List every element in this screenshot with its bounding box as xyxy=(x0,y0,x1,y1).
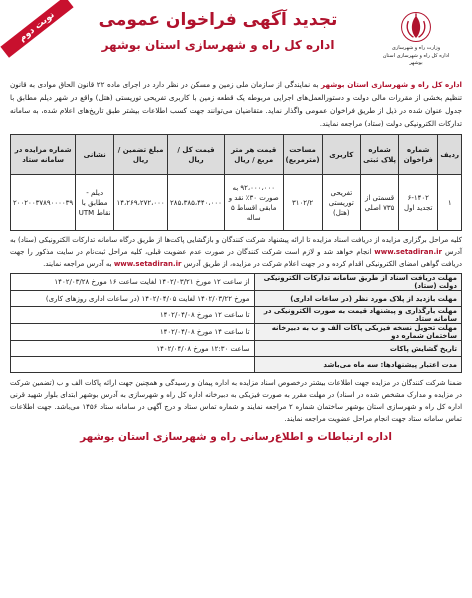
schedule-label: مهلت تحویل نسخه فیزیکی پاکات الف و ب به دبیرخانه ساختمان شماره دو xyxy=(254,324,461,341)
footer-paragraph: ضمنا شرکت کنندگان در مزایده جهت اطلاعات بیشتر درخصوص اسناد مزایده به اداره پیمان و رسیدگی و همچنین جهت ارائه پاکات الف و ب (تضمین شرکت در مزایده و مدارک مشخص شده در اسناد) در مهلت مقرر به صورت فیزیکی به دبیرخانه اداره کل راه و شهرسازی به آدرس بوشهر ابتدای بلوار شهید قرنی اداره کل راه و شهرسازی استان بوشهر ساختمان شماره ۲ مراجعه نمایند و شماره تماس ستاد و درج آگهی در سامانه ستاد ۱۴۵۶ می‌باشد. جهت اطلاعات تماس سامانه ستاد جهت انجام مراحل عضویت مراجعه نمایند. xyxy=(10,379,463,423)
col-plot-number: شماره پلاک ثبتی xyxy=(361,135,399,175)
auction-table xyxy=(10,134,462,231)
col-setad-number: شماره مزایده در سامانه ستاد xyxy=(11,135,76,175)
schedule-table xyxy=(10,273,462,373)
col-area: مساحت (مترمربع) xyxy=(283,135,322,175)
table-header-row xyxy=(11,135,462,175)
emblem-icon xyxy=(399,10,433,44)
table-row xyxy=(11,175,462,231)
cell-total-price: ۲۸۵،۳۸۵،۴۴۰،۰۰۰ xyxy=(168,175,225,231)
intro-text: به نمایندگی از سازمان ملی زمین و مسکن در نظر دارد در اجرای ماده ۲۲ قانون الحاق موادی به قانون تنظیم بخشی از مقررات مالی دولت و دستورالعمل‌های اجرایی مربوطه یک قطعه زمین با کاربری تفریحی توریستی (هتل) واقع در شهر دیلم مطابق با جدول عنوان شده در ذیل از طریق فراخوان عمومی واگذار نماید. متقاضیان می‌توانند جهت کسب اطلاعات بیشتر طبق تاریخ‌های اعلام شده، به سامانه تدارکات الکترونیکی دولت (ستاد) مراجعه نمایند. xyxy=(10,80,462,128)
cell-usage: تفریحی توریستی (هتل) xyxy=(322,175,361,231)
emblem-caption-1: وزارت راه و شهرسازی xyxy=(391,45,441,51)
schedule-row xyxy=(11,274,462,291)
schedule-value: تا ساعت ۱۴ مورخ ۱۴۰۲/۰۴/۰۸ xyxy=(11,324,255,341)
cell-row-number: ۱ xyxy=(438,175,462,231)
notes-text-3: به آدرس مراجعه نمایند. xyxy=(43,260,114,268)
schedule-value xyxy=(11,357,255,373)
schedule-row xyxy=(11,341,462,357)
intro-paragraph xyxy=(10,78,462,130)
schedule-row xyxy=(11,324,462,341)
schedule-label: مهلت دریافت اسناد از طریق سامانه تدارکات الکترونیکی دولت (ستاد) xyxy=(254,274,461,291)
schedule-value: تا ساعت ۱۲ مورخ ۱۴۰۲/۰۴/۰۸ xyxy=(11,307,255,324)
cell-area: ۳۱۰۲/۲ xyxy=(283,175,322,231)
cell-price-per-meter: ۹۲،۰۰۰،۰۰۰ به صورت ۳۰٪ نقد و مابقی اقساط ۵ ساله xyxy=(224,175,283,231)
header xyxy=(10,6,462,76)
emblem xyxy=(376,10,456,67)
schedule-label: مهلت بارگذاری و پیشنهاد قیمت به صورت الکترونیکی در سامانه ستاد xyxy=(254,307,461,324)
cell-plot-number: قسمتی از ۷۳۵ اصلی xyxy=(361,175,399,231)
col-usage: کاربری xyxy=(322,135,361,175)
schedule-row xyxy=(11,307,462,324)
cell-address: دیلم - مطابق با نقاط UTM xyxy=(76,175,114,231)
col-total-price: قیمت کل / ریال xyxy=(168,135,225,175)
col-guarantee: مبلغ تضمین / ریال xyxy=(114,135,168,175)
schedule-row xyxy=(11,291,462,307)
page-subtitle: اداره کل راه و شهرسازی استان بوشهر xyxy=(101,38,335,52)
schedule-value: ساعت ۱۲:۳۰ مورخ ۱۴۰۲/۰۴/۰۸ xyxy=(11,341,255,357)
cell-guarantee: ۱۴،۲۶۹،۲۷۲،۰۰۰ xyxy=(114,175,168,231)
ribbon-badge: نوبت دوم xyxy=(0,0,73,58)
cell-setad-number: ۲۰۰۲۰۰۳۷۸۹۰۰۰۰۳۹ xyxy=(11,175,76,231)
intro-highlight: اداره کل راه و شهرسازی استان بوشهر xyxy=(321,80,463,89)
notes-text-2: انجام خواهد شد و لازم است شرکت کنندگان در صورت عدم عضویت قبلی، کلیه مراحل ثبت‌نام در سایت مذکور را جهت دریافت گواهی امضای الکترونیکی اقدام کرده و در جهت اعلام شرکت در مزایده، از طریق آدرس xyxy=(10,248,462,268)
schedule-label: تاریخ گشایش پاکات xyxy=(254,341,461,357)
cell-call-number: ۶-۱۴۰۲ تجدید اول xyxy=(399,175,438,231)
schedule-label: مهلت بازدید از پلاک مورد نظر (در ساعات اداری) xyxy=(254,291,461,307)
notes-paragraph xyxy=(10,234,462,270)
signature-line: اداره ارتباطات و اطلاع‌رسانی راه و شهرسازی استان بوشهر xyxy=(80,431,392,443)
notes-text-1: کلیه مراحل برگزاری مزایده از دریافت اسناد مزایده تا ارائه پیشنهاد شرکت کنندگان و بازگشایی پاکت‌ها از طریق درگاه سامانه تدارکات الکترونیکی (ستاد) به آدرس xyxy=(10,236,462,256)
schedule-label: مدت اعتبار پیشنهادها: سه ماه می‌باشد xyxy=(254,357,461,373)
col-address: نشانی xyxy=(76,135,114,175)
page-title: تجدید آگهی فراخوان عمومی xyxy=(98,10,338,30)
col-price-per-meter: قیمت هر متر مربع / ریال xyxy=(224,135,283,175)
schedule-row xyxy=(11,357,462,373)
schedule-value: از ساعت ۱۲ مورخ ۱۴۰۲/۰۳/۲۱ لغایت ساعت ۱۶ مورخ ۱۴۰۲/۰۳/۲۸ xyxy=(11,274,255,291)
col-row-number: ردیف xyxy=(438,135,462,175)
emblem-caption-2: اداره کل راه و شهرسازی استان بوشهر xyxy=(382,53,450,66)
setad-link[interactable]: www.setadiran.ir xyxy=(374,248,442,256)
col-call-number: شماره فراخوان xyxy=(399,135,438,175)
schedule-value: مورخ ۱۴۰۲/۰۳/۲۲ لغایت ۱۴۰۲/۰۴/۰۵ (در ساعات اداری روزهای کاری) xyxy=(11,291,255,307)
setad-link-2[interactable]: www.setadiran.ir xyxy=(113,260,182,268)
